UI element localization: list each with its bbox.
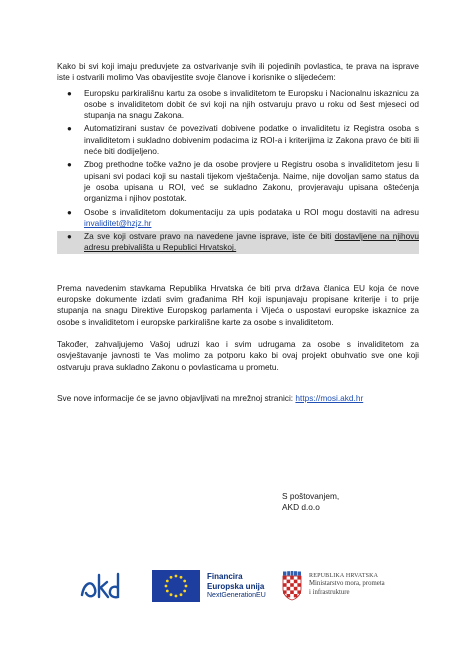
eu-flag-icon <box>152 570 200 602</box>
bullet-icon: ● <box>67 207 72 217</box>
ministry-line-3: i infrastrukture <box>309 588 350 596</box>
list-item <box>57 231 419 254</box>
signature: AKD d.o.o <box>282 502 320 513</box>
bullet-text: Osobe s invaliditetom dokumentaciju za upis podataka u ROI mogu dostaviti na adresu <box>84 206 419 217</box>
bullet-icon: ● <box>67 232 72 242</box>
thanks-paragraph: Također, zahvaljujemo Vašoj udruzi kao i svim udrugama za osobe s invaliditetom za osvještavanje javnosti te Vas molimo za potporu kako bi ovaj projekt obuhvatio sve one koji ostvaruju prava sukladno Zakonu o povlasticama u prometu. <box>57 338 419 372</box>
bullet-icon: ● <box>67 160 72 170</box>
eu-documents-paragraph: Prema navedenim stavkama Republika Hrvatska će biti prva država članica EU koja će nove europske dokumente izdati svim građanima RH koji ispunjavaju propisane kriterije i to prije stupanja na snagu Direktive Europskog parlamenta i Vijeća o uspostavi europske iskaznice za osobe s invaliditetom i europske parkirališne karte za osobe s invaliditetom. <box>57 282 419 327</box>
list-item <box>57 159 419 204</box>
website-link[interactable]: https://mosi.akd.hr <box>295 392 364 403</box>
list-item <box>57 207 419 230</box>
list-item <box>57 88 419 122</box>
letter-body <box>57 61 419 404</box>
eu-line-3: NextGenerationEU <box>207 592 266 599</box>
bullet-list <box>57 88 419 254</box>
closing-block <box>282 491 339 514</box>
ministry-line-1: REPUBLIKA HRVATSKA <box>309 573 379 579</box>
info-text: Sve nove informacije će se javno objavljivati na mrežnoj stranici: <box>57 392 296 403</box>
list-item <box>57 123 419 157</box>
ministry-text <box>309 572 419 597</box>
footer-logos <box>0 565 474 615</box>
bullet-text: Europsku parkirališnu kartu za osobe s invaliditetom te Europsku i Nacionalnu iskaznicu za osobe s invaliditetom dobit će svi koji na njih ostvaruju pravo u roku od šest mjeseci od stupanja na snagu Zakona. <box>84 87 419 121</box>
bullet-text: Za sve koji ostvare pravo na navedene javne isprave, iste će biti <box>84 231 335 242</box>
info-paragraph <box>57 393 419 404</box>
greeting: S poštovanjem, <box>282 491 340 501</box>
delivery-address-text: dostavljene na njihovu adresu prebivališta u Republici Hrvatskoj. <box>84 231 420 253</box>
akd-logo-icon <box>78 569 122 603</box>
eu-line-2: Europska unija <box>207 581 265 591</box>
bullet-text: Zbog prethodne točke važno je da osobe provjere u Registru osoba s invaliditetom jesu li upisani svi podaci koji su nastali tijekom vještačenja. Naime, nije dovoljan samo status da je osoba upisana u ROI, već se sukladno Zakonu, provjeravaju upisana oštećenja organizma i njihov postotak. <box>84 159 419 204</box>
bullet-icon: ● <box>67 88 72 98</box>
bullet-text: Automatizirani sustav će povezivati dobivene podatke o invaliditetu iz Registra osoba s invaliditetom i sukladno dobivenim podacima iz ROI-a i kriterijima iz Zakona pravo će biti ili neće biti dodijeljeno. <box>84 123 419 157</box>
intro-paragraph: Kako bi svi koji imaju preduvjete za ostvarivanje svih ili pojedinih povlastica, te prava na isprave iste i ostvarili molimo Vas obavijestite svoje članove i korisnike o slijedećem: <box>57 61 419 83</box>
bullet-icon: ● <box>67 124 72 134</box>
ministry-line-2: Ministarstvo mora, prometa <box>309 580 385 588</box>
email-link[interactable]: invaliditet@hzjz.hr <box>84 217 152 228</box>
croatian-crest-icon <box>281 571 303 601</box>
eu-line-1: Financira <box>207 572 243 581</box>
